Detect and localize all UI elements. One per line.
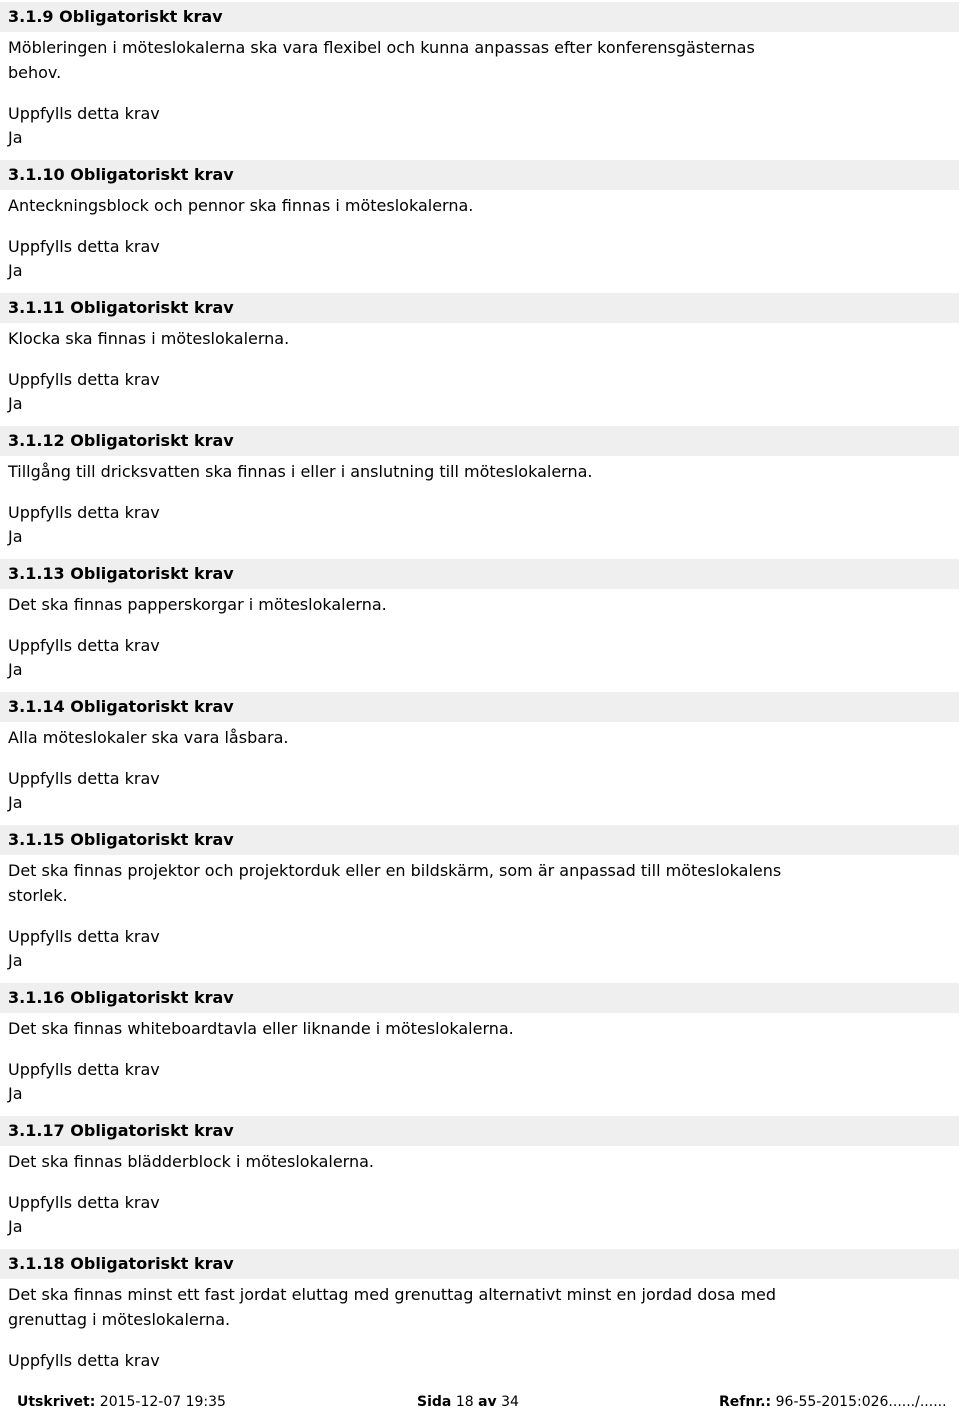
requirement-block <box>0 1116 960 1249</box>
requirement-type: Obligatoriskt krav <box>70 1254 234 1273</box>
requirement-number: 3.1.9 <box>8 7 54 26</box>
footer-page-sep: av <box>478 1394 497 1410</box>
requirement-header <box>0 2 959 32</box>
requirement-question: Uppfylls detta krav <box>8 1351 160 1370</box>
requirements-list <box>0 2 960 1373</box>
requirement-number: 3.1.13 <box>8 564 65 583</box>
requirement-question: Uppfylls detta krav <box>8 370 160 389</box>
requirement-text: Anteckningsblock och pennor ska finnas i möteslokalerna. <box>8 196 474 215</box>
requirement-type: Obligatoriskt krav <box>70 988 234 1007</box>
requirement-block <box>0 1249 960 1373</box>
requirement-text: Möbleringen i möteslokalerna ska vara flexibel och kunna anpassas efter konferensgästernas behov. <box>8 38 755 82</box>
requirement-number: 3.1.14 <box>8 697 65 716</box>
requirement-answer: Ja <box>8 527 23 546</box>
requirement-question: Uppfylls detta krav <box>8 1193 160 1212</box>
footer-ref-label: Refnr.: <box>719 1394 772 1410</box>
requirement-text: Tillgång till dricksvatten ska finnas i eller i anslutning till möteslokalerna. <box>8 462 593 481</box>
requirement-number: 3.1.16 <box>8 988 65 1007</box>
requirement-header <box>0 426 959 456</box>
requirement-answer: Ja <box>8 394 23 413</box>
requirement-block <box>0 559 960 692</box>
requirement-block <box>0 160 960 293</box>
footer-printed-label: Utskrivet: <box>17 1394 96 1410</box>
requirement-answer: Ja <box>8 793 23 812</box>
requirement-answer: Ja <box>8 128 23 147</box>
requirement-header <box>0 160 959 190</box>
footer-page <box>417 1392 519 1412</box>
requirement-question: Uppfylls detta krav <box>8 104 160 123</box>
requirement-text: Alla möteslokaler ska vara låsbara. <box>8 728 289 747</box>
footer-ref <box>719 1392 947 1412</box>
requirement-block <box>0 692 960 825</box>
requirement-header <box>0 559 959 589</box>
requirement-text: Det ska finnas minst ett fast jordat eluttag med grenuttag alternativt minst en jordad dosa med grenuttag i möteslokalerna. <box>8 1285 777 1329</box>
footer-page-total: 34 <box>501 1394 519 1410</box>
requirement-text: Det ska finnas blädderblock i möteslokalerna. <box>8 1152 374 1171</box>
requirement-number: 3.1.15 <box>8 830 65 849</box>
requirement-block <box>0 426 960 559</box>
requirement-header <box>0 293 959 323</box>
requirement-header <box>0 983 959 1013</box>
requirement-question: Uppfylls detta krav <box>8 1060 160 1079</box>
footer-ref-value: 96-55-2015:026....../...... <box>775 1394 947 1410</box>
requirement-type: Obligatoriskt krav <box>70 298 234 317</box>
requirement-number: 3.1.17 <box>8 1121 65 1140</box>
footer-printed <box>17 1392 226 1412</box>
requirement-answer: Ja <box>8 660 23 679</box>
requirement-type: Obligatoriskt krav <box>59 7 223 26</box>
requirement-text: Det ska finnas projektor och projektorduk eller en bildskärm, som är anpassad till möteslokalens storlek. <box>8 861 782 905</box>
requirement-question: Uppfylls detta krav <box>8 636 160 655</box>
requirement-answer: Ja <box>8 1084 23 1103</box>
requirement-type: Obligatoriskt krav <box>70 564 234 583</box>
requirement-question: Uppfylls detta krav <box>8 237 160 256</box>
requirement-block <box>0 983 960 1116</box>
requirement-type: Obligatoriskt krav <box>70 431 234 450</box>
requirement-number: 3.1.10 <box>8 165 65 184</box>
requirement-question: Uppfylls detta krav <box>8 927 160 946</box>
requirement-header <box>0 1249 959 1279</box>
requirement-answer: Ja <box>8 951 23 970</box>
requirement-answer: Ja <box>8 261 23 280</box>
requirement-text: Det ska finnas papperskorgar i möteslokalerna. <box>8 595 387 614</box>
requirement-type: Obligatoriskt krav <box>70 697 234 716</box>
requirement-question: Uppfylls detta krav <box>8 503 160 522</box>
requirement-text: Klocka ska finnas i möteslokalerna. <box>8 329 290 348</box>
requirement-header <box>0 825 959 855</box>
requirement-block <box>0 293 960 426</box>
footer-page-current: 18 <box>455 1394 474 1410</box>
requirement-header <box>0 692 959 722</box>
requirement-header <box>0 1116 959 1146</box>
requirement-text: Det ska finnas whiteboardtavla eller liknande i möteslokalerna. <box>8 1019 514 1038</box>
requirement-answer: Ja <box>8 1217 23 1236</box>
page-footer <box>0 1392 960 1412</box>
requirement-type: Obligatoriskt krav <box>70 165 234 184</box>
requirement-type: Obligatoriskt krav <box>70 1121 234 1140</box>
requirement-block <box>0 2 960 160</box>
requirement-type: Obligatoriskt krav <box>70 830 234 849</box>
requirement-number: 3.1.11 <box>8 298 65 317</box>
requirement-number: 3.1.12 <box>8 431 65 450</box>
requirement-number: 3.1.18 <box>8 1254 65 1273</box>
requirement-block <box>0 825 960 983</box>
requirement-question: Uppfylls detta krav <box>8 769 160 788</box>
footer-page-label: Sida <box>417 1394 452 1410</box>
footer-printed-value: 2015-12-07 19:35 <box>99 1394 226 1410</box>
